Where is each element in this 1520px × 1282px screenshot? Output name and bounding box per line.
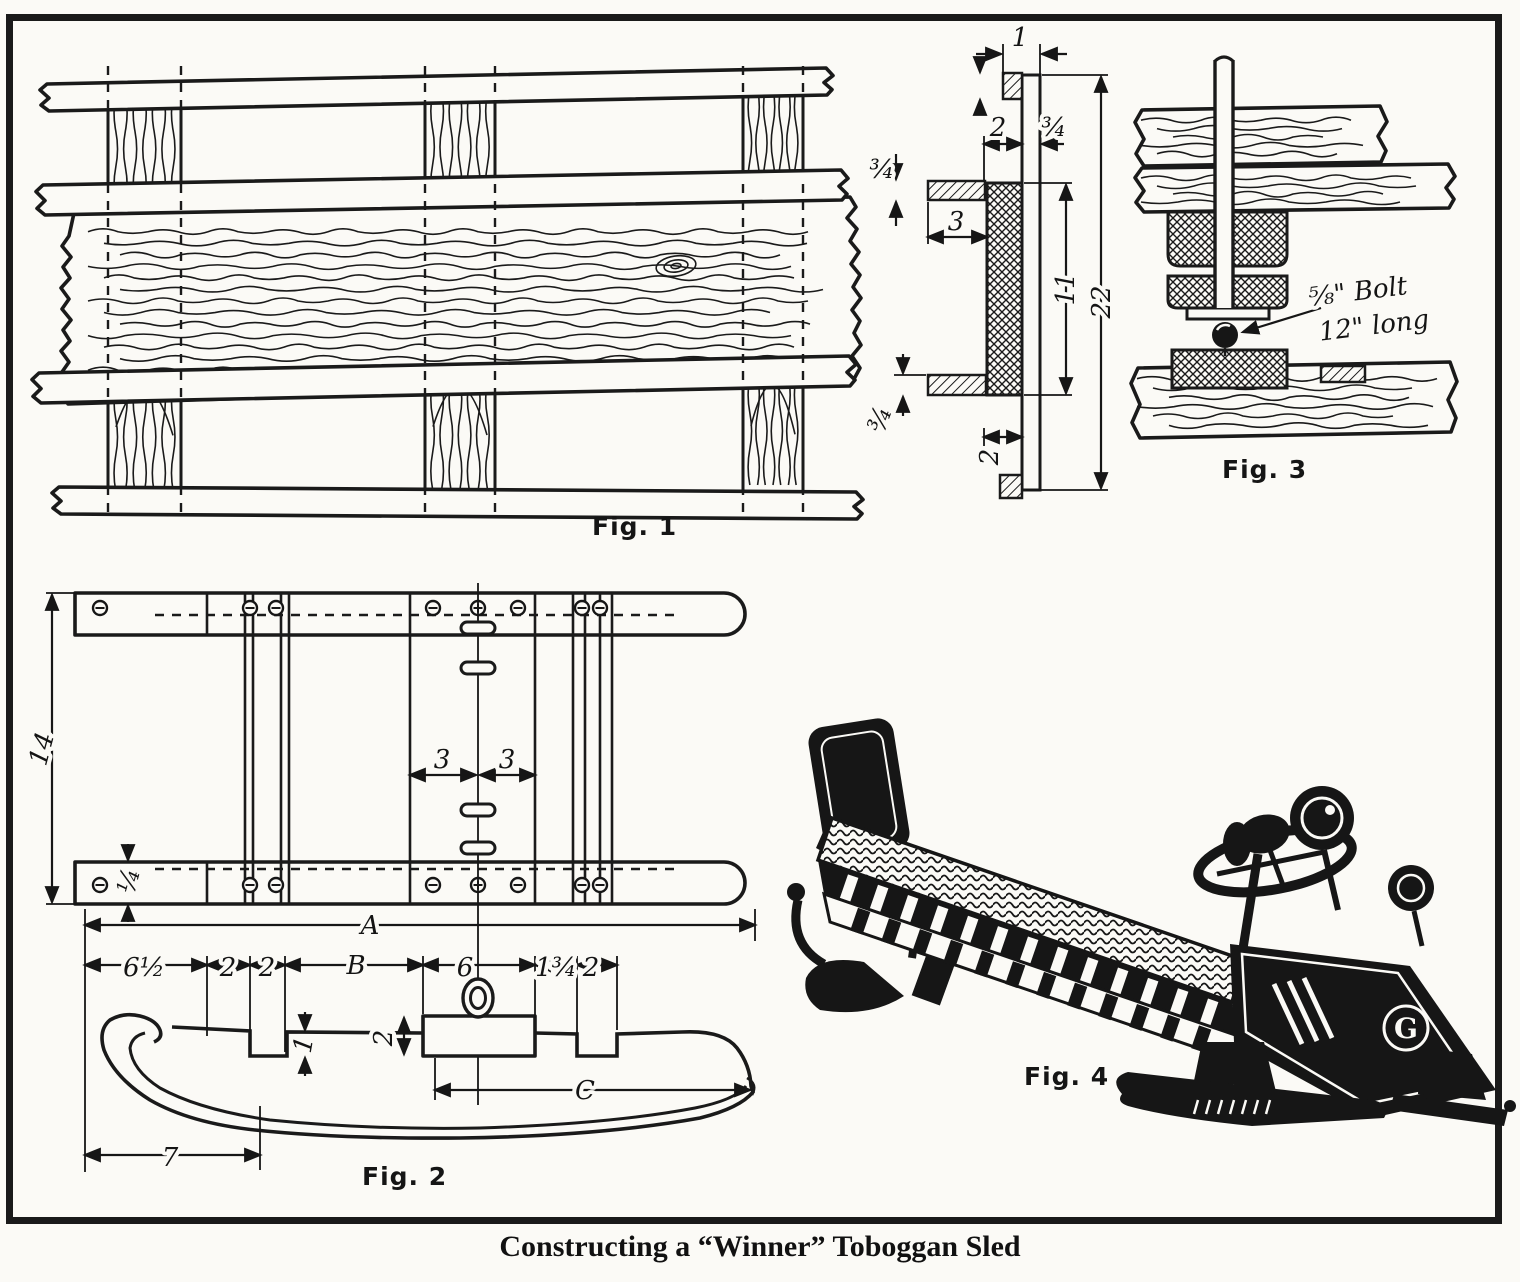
dim-frame-width: 14 <box>23 729 62 769</box>
fig1-label: Fig. 1 <box>592 512 678 541</box>
dim-total-height: 22 <box>1087 285 1117 319</box>
dim-overall-length: A <box>360 911 380 941</box>
dim-bar-height: 11 <box>1051 272 1081 306</box>
dim-notch2-width: 2 <box>258 953 276 983</box>
dim-block-length: 6 <box>456 953 474 983</box>
fig2-label: Fig. 2 <box>362 1162 448 1191</box>
fig3-steering-rod <box>1215 57 1233 308</box>
dim-notch1-width: 2 <box>219 953 237 983</box>
dim-seat-depth: 3 <box>947 207 965 237</box>
fig2-dimensioned-drawing <box>23 578 770 1210</box>
fig4-deck <box>818 818 1244 1064</box>
dim-mid-section: B <box>346 951 366 981</box>
section-top-slat <box>928 181 985 200</box>
fig4-label: Fig. 4 <box>1024 1062 1110 1091</box>
dim-center-left: 3 <box>433 745 451 775</box>
dim-notch-depth: 1 <box>287 1033 321 1056</box>
dim-rail-inset: ¼ <box>111 864 148 897</box>
runner-riser-block <box>423 1016 535 1056</box>
dim-board-thick: ¾ <box>1041 113 1067 143</box>
fig3-label: Fig. 3 <box>1222 455 1308 484</box>
dim-block-height: 2 <box>369 1029 399 1047</box>
headlamp-small <box>1388 865 1434 911</box>
rear-runner-ski <box>805 960 904 1012</box>
dim-rear-length: C <box>575 1076 595 1106</box>
dim-curl-length: 7 <box>161 1143 179 1173</box>
dim-front-section: 6½ <box>123 953 165 983</box>
front-pylon-right <box>1418 1048 1486 1100</box>
dim-slat-thick: ¾ <box>869 155 895 185</box>
rear-knob <box>787 883 805 901</box>
section-top-block <box>1003 73 1022 99</box>
section-crossbar-endgrain <box>987 183 1022 395</box>
headlamp-large <box>1290 786 1354 850</box>
fig2-runner-side-view <box>102 979 754 1138</box>
bolt-note-line2: 12" long <box>1317 304 1431 348</box>
section-foot-block <box>1000 475 1022 498</box>
dim-bottom-slat-thick: ¾ <box>862 402 899 437</box>
fig3-washer-plate <box>1187 308 1269 319</box>
dim-top-width: 1 <box>1011 23 1029 53</box>
fig2-crossbar-strips-and-screws <box>93 593 680 904</box>
dim-rear-notch-width: 2 <box>582 953 600 983</box>
dim-slat-gap: 2 <box>989 113 1007 143</box>
dim-gap-width: 1¾ <box>535 953 577 983</box>
fig4-lamps <box>1290 786 1434 946</box>
section-bottom-slat <box>928 375 986 395</box>
section-detail-drawing <box>858 23 1124 512</box>
fig2-dimension-labels <box>24 729 600 1173</box>
fig4-sled-perspective-drawing <box>772 648 1512 1118</box>
eyebolt-ring-outer <box>463 979 493 1017</box>
rear-bumper <box>796 900 824 964</box>
hood-monogram: G <box>1394 1012 1418 1045</box>
steering-pod <box>1223 822 1251 866</box>
fig1-slat-plan-drawing <box>28 58 873 533</box>
fig3-bolt-detail-drawing <box>1125 50 1495 490</box>
dim-bottom-offset: 2 <box>975 448 1005 466</box>
dim-center-right: 3 <box>498 745 516 775</box>
page-caption: Constructing a “Winner” Toboggan Sled <box>499 1230 1021 1263</box>
fig3-small-cleat <box>1321 366 1365 382</box>
section-side-board <box>1022 75 1040 490</box>
fig3-bolt-note <box>1307 271 1431 348</box>
fig3-base-block <box>1172 350 1287 388</box>
bolt-note-line1: ⅝" Bolt <box>1307 271 1409 313</box>
